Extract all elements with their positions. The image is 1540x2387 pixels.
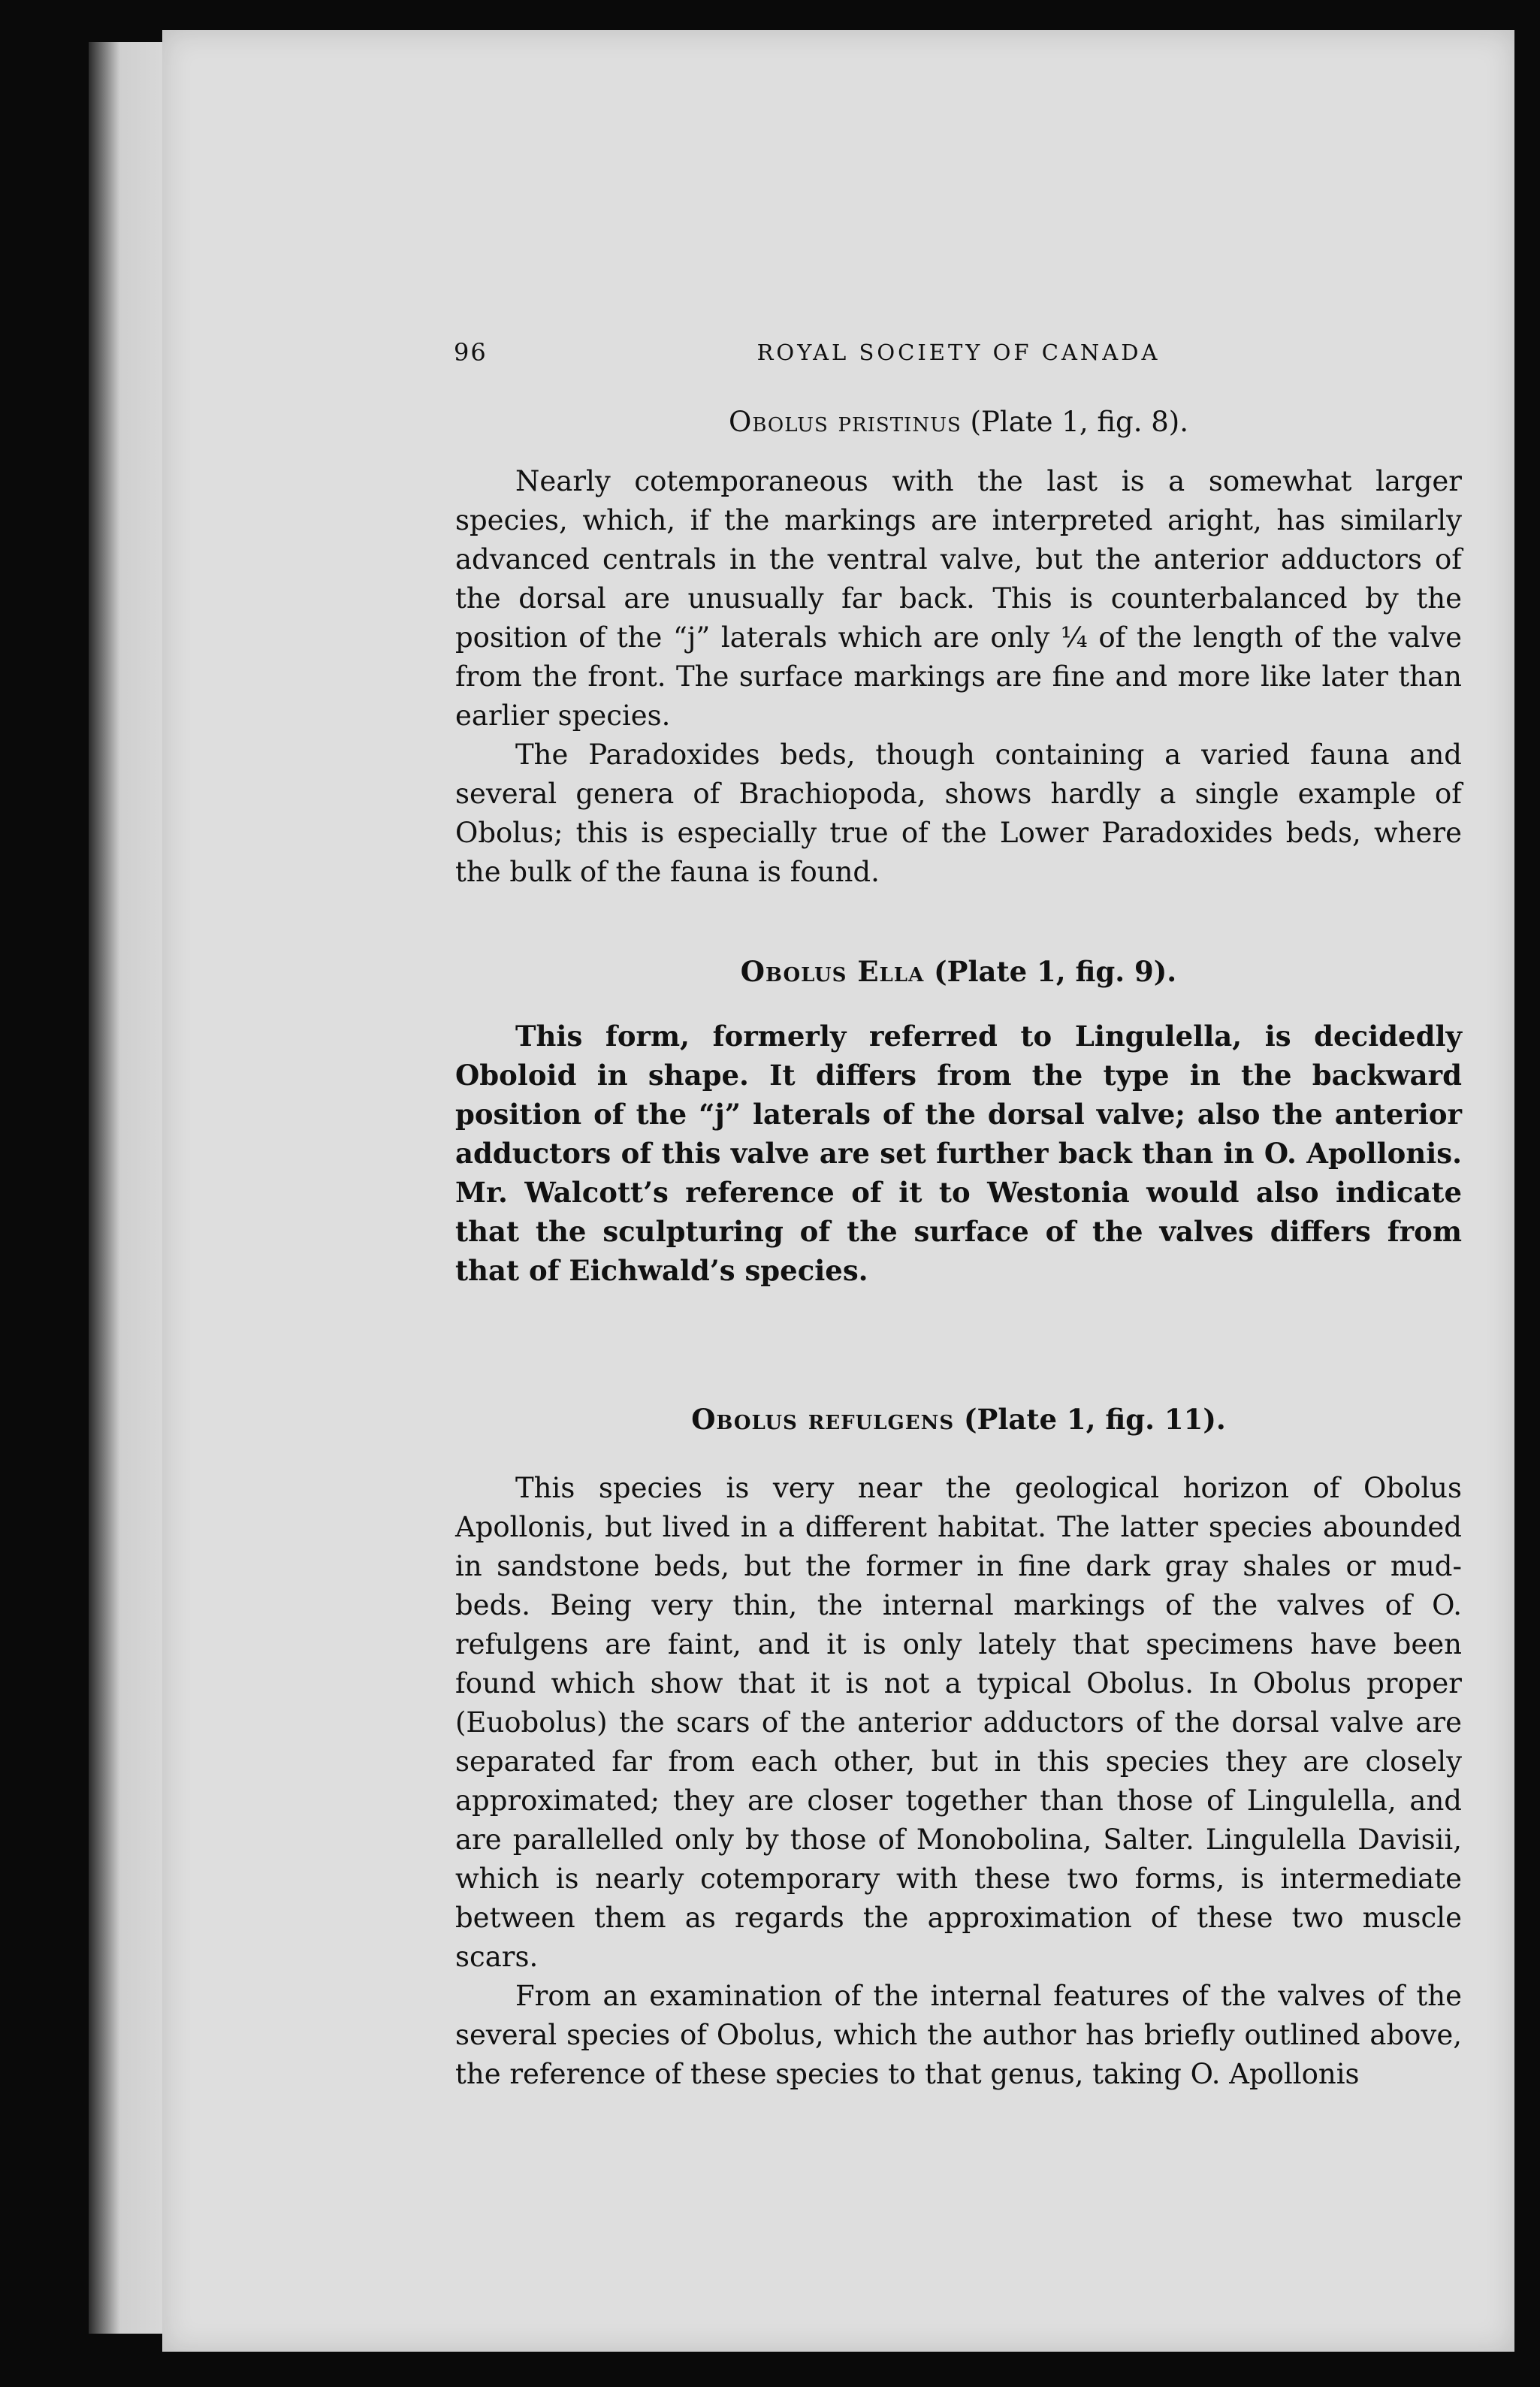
paragraph: This form, formerly referred to Lingulella, is decidedly Oboloid in shape. It differs from the type in the backward position of the “j” laterals of the dorsal valve; also the anterior adductors of this valve are set further back than in O. Apollonis. Mr. Walcott’s reference of it to Westonia would also indicate that the sculpturing of the surface of the valves differs from that of Eichwald’s species. — [455, 1020, 1462, 1287]
section-heading-obolus-pristinus — [455, 406, 1462, 438]
running-head — [455, 331, 1462, 376]
page-number: 96 — [454, 338, 488, 367]
heading-plate-reference: (Plate 1, fig. 8). — [961, 406, 1188, 438]
section-heading-obolus-ella — [455, 955, 1462, 988]
paragraph: This species is very near the geological horizon of Obolus Apollonis, but lived in a different habitat. The latter species abounded in sandstone beds, but the former in fine dark gray shales or mud-beds. Being very thin, the internal markings of the valves of O. refulgens are faint, and it is only lately that specimens have been found which show that it is not a typical Obolus. In Obolus proper (Euobolus) the scars of the anterior adductors of the dorsal valve are separated far from each other, but in this species they are closely approximated; they are closer together than those of Lingulella, and are parallelled only by those of Monobolina, Salter. Lingulella Davisii, which is nearly cotemporary with these two forms, is intermediate between them as regards the approximation of these two muscle scars. — [455, 1472, 1462, 1973]
binding-edge — [89, 42, 167, 2334]
heading-plate-reference: (Plate 1, fig. 9). — [924, 955, 1177, 988]
section-heading-obolus-refulgens — [455, 1403, 1462, 1436]
book-page — [162, 30, 1514, 2352]
heading-plate-reference: (Plate 1, fig. 11). — [954, 1403, 1226, 1436]
page-content — [455, 331, 1462, 2094]
heading-species-name: Obolus Ella — [740, 955, 925, 988]
paragraph: Nearly cotemporaneous with the last is a somewhat larger species, which, if the markings are interpreted aright, has similarly advanced centrals in the ventral valve, but the anterior adductors of the dorsal are unusually far back. This is counterbalanced by the position of the “j” laterals which are only ¼ of the length of the valve from the front. The surface markings are fine and more like later than earlier species. — [455, 465, 1462, 732]
heading-species-name: Obolus refulgens — [691, 1403, 955, 1436]
paragraph: From an examination of the internal features of the valves of the several species of Obolus, which the author has briefly outlined above, the reference of these species to that genus, taking O. Apollonis — [455, 1980, 1462, 2090]
running-title: ROYAL SOCIETY OF CANADA — [756, 340, 1161, 365]
heading-species-name: Obolus pristinus — [728, 406, 962, 438]
paragraph: The Paradoxides beds, though containing a varied fauna and several genera of Brachiopoda, shows hardly a single example of Obolus; this is especially true of the Lower Paradoxides beds, where the bulk of the fauna is found. — [455, 739, 1462, 888]
